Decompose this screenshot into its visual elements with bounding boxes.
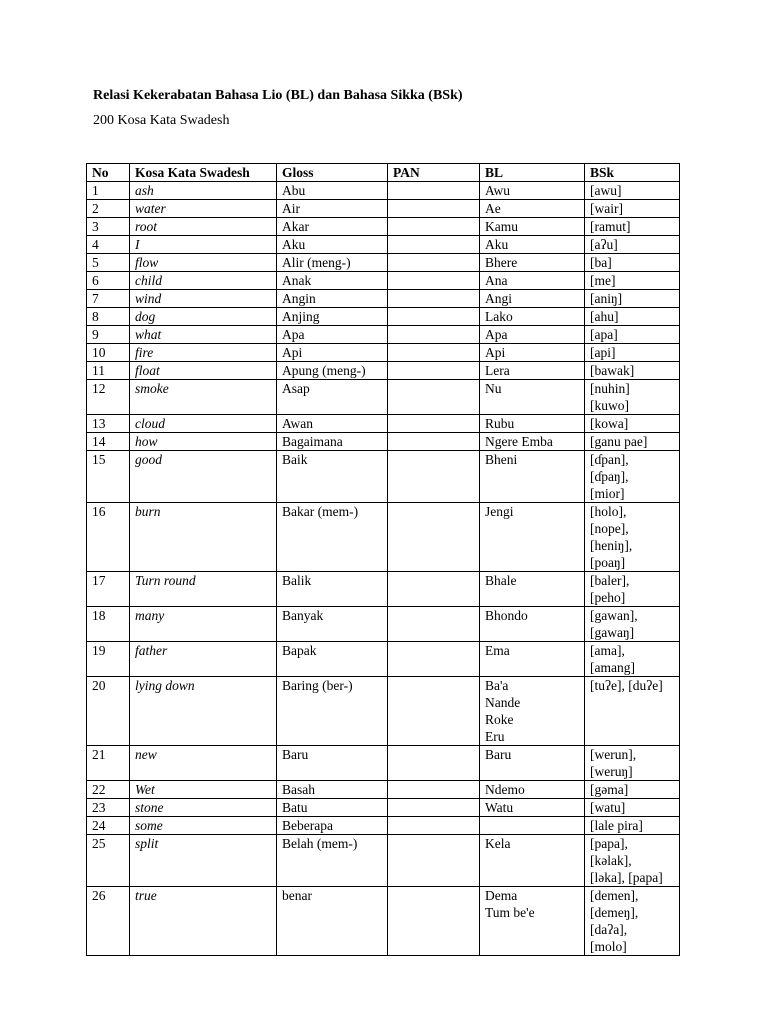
cell-pan: [388, 290, 480, 308]
cell-gloss: Akar: [277, 218, 388, 236]
cell-bl-line: Rubu: [485, 416, 515, 431]
cell-bl-line: Angi: [485, 291, 512, 306]
cell-bsk: [585, 200, 680, 218]
cell-bl-line: Lako: [485, 309, 513, 324]
cell-bl-line: Roke: [485, 712, 514, 727]
cell-no: 8: [87, 308, 130, 326]
cell-gloss: Air: [277, 200, 388, 218]
cell-bsk-line: [me]: [590, 273, 616, 288]
cell-no: 15: [87, 451, 130, 503]
cell-pan: [388, 503, 480, 572]
cell-bsk: [585, 677, 680, 746]
cell-no: 19: [87, 642, 130, 677]
cell-pan: [388, 451, 480, 503]
cell-pan: [388, 272, 480, 290]
cell-bl-line: Api: [485, 345, 506, 360]
cell-no: 25: [87, 835, 130, 887]
cell-bl: [480, 746, 585, 781]
cell-bl-line: Ba'a: [485, 678, 509, 693]
cell-gloss: Alir (meng-): [277, 254, 388, 272]
cell-bl: [480, 677, 585, 746]
cell-no: 17: [87, 572, 130, 607]
cell-pan: [388, 642, 480, 677]
cell-bl: [480, 254, 585, 272]
cell-gloss: Batu: [277, 799, 388, 817]
cell-kosa-kata: good: [130, 451, 277, 503]
cell-bl-line: Jengi: [485, 504, 514, 519]
cell-pan: [388, 746, 480, 781]
cell-kosa-kata: dog: [130, 308, 277, 326]
cell-bl-line: Watu: [485, 800, 514, 815]
cell-no: 5: [87, 254, 130, 272]
cell-bl-line: Bhere: [485, 255, 518, 270]
cell-bl: [480, 326, 585, 344]
cell-bsk: [585, 218, 680, 236]
cell-kosa-kata: Turn round: [130, 572, 277, 607]
cell-bsk-line: [api]: [590, 345, 616, 360]
table-row: [87, 677, 680, 746]
cell-bl: [480, 835, 585, 887]
cell-bsk: [585, 380, 680, 415]
cell-pan: [388, 433, 480, 451]
cell-kosa-kata: smoke: [130, 380, 277, 415]
cell-bsk: [585, 236, 680, 254]
cell-bsk-line: [demen],: [590, 888, 639, 903]
cell-pan: [388, 677, 480, 746]
cell-no: 21: [87, 746, 130, 781]
cell-no: 24: [87, 817, 130, 835]
cell-bl: [480, 290, 585, 308]
cell-bl-line: Lera: [485, 363, 510, 378]
cell-kosa-kata: root: [130, 218, 277, 236]
table-row: [87, 218, 680, 236]
cell-bl-line: Tum be'e: [485, 905, 535, 920]
cell-pan: [388, 362, 480, 380]
cell-bl-line: Kela: [485, 836, 511, 851]
cell-no: 20: [87, 677, 130, 746]
cell-bsk-line: [aniŋ]: [590, 291, 623, 306]
cell-pan: [388, 887, 480, 956]
cell-no: 11: [87, 362, 130, 380]
cell-pan: [388, 380, 480, 415]
cell-pan: [388, 572, 480, 607]
cell-bsk-line: [ləka], [papa]: [590, 870, 663, 885]
cell-bsk-line: [ɗpan],: [590, 452, 629, 467]
cell-bl: [480, 272, 585, 290]
cell-bl: [480, 799, 585, 817]
cell-no: 4: [87, 236, 130, 254]
cell-gloss: Bapak: [277, 642, 388, 677]
cell-no: 2: [87, 200, 130, 218]
table-row: [87, 415, 680, 433]
cell-bl: [480, 308, 585, 326]
cell-bsk: [585, 272, 680, 290]
cell-bl-line: Dema: [485, 888, 518, 903]
cell-gloss: Baring (ber-): [277, 677, 388, 746]
cell-bl: [480, 415, 585, 433]
cell-gloss: Asap: [277, 380, 388, 415]
cell-bsk: [585, 607, 680, 642]
cell-kosa-kata: new: [130, 746, 277, 781]
cell-bsk: [585, 433, 680, 451]
cell-bsk: [585, 451, 680, 503]
cell-bl-line: Ae: [485, 201, 501, 216]
cell-bsk: [585, 746, 680, 781]
table-body: [87, 182, 680, 956]
table-row: [87, 272, 680, 290]
document-title: Relasi Kekerabatan Bahasa Lio (BL) dan Bahasa Sikka (BSk): [93, 88, 463, 103]
cell-bsk-line: [daʔa],: [590, 922, 628, 937]
cell-bsk-line: [nope],: [590, 521, 629, 536]
cell-bl: [480, 887, 585, 956]
cell-bl: [480, 817, 585, 835]
cell-gloss: Anjing: [277, 308, 388, 326]
cell-pan: [388, 607, 480, 642]
cell-no: 22: [87, 781, 130, 799]
cell-pan: [388, 182, 480, 200]
cell-bsk: [585, 887, 680, 956]
header-gloss: Gloss: [277, 164, 388, 182]
cell-kosa-kata: wind: [130, 290, 277, 308]
cell-bl-line: Ngere Emba: [485, 434, 553, 449]
cell-bl: [480, 433, 585, 451]
cell-bl: [480, 362, 585, 380]
cell-pan: [388, 817, 480, 835]
cell-gloss: Baik: [277, 451, 388, 503]
cell-bsk-line: [gawan],: [590, 608, 638, 623]
cell-bsk-line: [wair]: [590, 201, 623, 216]
table-row: [87, 344, 680, 362]
cell-bl: [480, 344, 585, 362]
cell-kosa-kata: burn: [130, 503, 277, 572]
cell-gloss: Apa: [277, 326, 388, 344]
cell-bsk: [585, 642, 680, 677]
cell-kosa-kata: Wet: [130, 781, 277, 799]
table-row: [87, 182, 680, 200]
cell-kosa-kata: how: [130, 433, 277, 451]
cell-kosa-kata: many: [130, 607, 277, 642]
cell-gloss: Abu: [277, 182, 388, 200]
cell-bsk-line: [demeŋ],: [590, 905, 639, 920]
header-bsk: BSk: [585, 164, 680, 182]
cell-no: 9: [87, 326, 130, 344]
cell-bl: [480, 218, 585, 236]
table-row: [87, 290, 680, 308]
cell-gloss: Basah: [277, 781, 388, 799]
cell-bsk-line: [ramut]: [590, 219, 631, 234]
cell-bsk: [585, 326, 680, 344]
cell-kosa-kata: fire: [130, 344, 277, 362]
table-row: [87, 380, 680, 415]
cell-no: 12: [87, 380, 130, 415]
cell-no: 23: [87, 799, 130, 817]
table-row: [87, 308, 680, 326]
cell-bl: [480, 236, 585, 254]
cell-bsk-line: [heniŋ],: [590, 538, 633, 553]
cell-bsk-line: [ganu pae]: [590, 434, 648, 449]
cell-gloss: Awan: [277, 415, 388, 433]
cell-gloss: Aku: [277, 236, 388, 254]
header-no: No: [87, 164, 130, 182]
cell-bsk: [585, 817, 680, 835]
cell-bsk-line: [lale pira]: [590, 818, 643, 833]
cell-bl: [480, 451, 585, 503]
cell-kosa-kata: father: [130, 642, 277, 677]
cell-pan: [388, 236, 480, 254]
table-row: [87, 200, 680, 218]
cell-bsk: [585, 781, 680, 799]
cell-bsk: [585, 290, 680, 308]
cell-gloss: Beberapa: [277, 817, 388, 835]
cell-bsk-line: [mior]: [590, 486, 625, 501]
cell-kosa-kata: what: [130, 326, 277, 344]
cell-bl-line: Apa: [485, 327, 508, 342]
cell-bl: [480, 607, 585, 642]
cell-bsk-line: [nuhin]: [590, 381, 630, 396]
cell-bl-line: Ndemo: [485, 782, 525, 797]
cell-bsk: [585, 415, 680, 433]
table-row: [87, 746, 680, 781]
cell-bsk-line: [gawaŋ]: [590, 625, 635, 640]
cell-gloss: Anak: [277, 272, 388, 290]
cell-bl-line: Bhondo: [485, 608, 528, 623]
cell-gloss: Apung (meng-): [277, 362, 388, 380]
cell-gloss: Angin: [277, 290, 388, 308]
cell-pan: [388, 799, 480, 817]
cell-bsk-line: [tuʔe], [duʔe]: [590, 678, 663, 693]
cell-no: 3: [87, 218, 130, 236]
table-row: [87, 642, 680, 677]
cell-bsk-line: [apa]: [590, 327, 618, 342]
cell-no: 26: [87, 887, 130, 956]
cell-bsk-line: [papa],: [590, 836, 628, 851]
table-header-row: [87, 164, 680, 182]
cell-bsk-line: [ama],: [590, 643, 625, 658]
cell-kosa-kata: some: [130, 817, 277, 835]
cell-bl-line: Ana: [485, 273, 508, 288]
cell-gloss: Bagaimana: [277, 433, 388, 451]
cell-bl-line: Nu: [485, 381, 502, 396]
cell-bl-line: Eru: [485, 729, 505, 744]
cell-no: 6: [87, 272, 130, 290]
swadesh-table: [86, 163, 680, 956]
table-row: [87, 451, 680, 503]
cell-no: 16: [87, 503, 130, 572]
cell-bsk-line: [kowa]: [590, 416, 629, 431]
cell-gloss: Balik: [277, 572, 388, 607]
document-subtitle: 200 Kosa Kata Swadesh: [93, 113, 230, 128]
cell-bl-line: Aku: [485, 237, 509, 252]
cell-pan: [388, 200, 480, 218]
cell-bl-line: Awu: [485, 183, 511, 198]
cell-bsk-line: [molo]: [590, 939, 627, 954]
cell-gloss: Bakar (mem-): [277, 503, 388, 572]
cell-pan: [388, 781, 480, 799]
cell-bl: [480, 380, 585, 415]
cell-gloss: benar: [277, 887, 388, 956]
table-row: [87, 236, 680, 254]
cell-pan: [388, 415, 480, 433]
cell-bl: [480, 200, 585, 218]
cell-bl: [480, 182, 585, 200]
cell-bl-line: Bhale: [485, 573, 517, 588]
cell-kosa-kata: split: [130, 835, 277, 887]
cell-kosa-kata: stone: [130, 799, 277, 817]
cell-pan: [388, 218, 480, 236]
cell-bsk-line: [bawak]: [590, 363, 635, 378]
cell-kosa-kata: lying down: [130, 677, 277, 746]
cell-kosa-kata: flow: [130, 254, 277, 272]
table-row: [87, 572, 680, 607]
cell-bsk: [585, 835, 680, 887]
table-row: [87, 254, 680, 272]
cell-bsk-line: [gəma]: [590, 782, 629, 797]
table-row: [87, 433, 680, 451]
cell-kosa-kata: I: [130, 236, 277, 254]
cell-bsk: [585, 182, 680, 200]
cell-bl: [480, 572, 585, 607]
table-row: [87, 362, 680, 380]
cell-bsk-line: [amang]: [590, 660, 635, 675]
cell-gloss: Api: [277, 344, 388, 362]
cell-bsk-line: [kuwo]: [590, 398, 629, 413]
cell-bsk-line: [baler],: [590, 573, 630, 588]
cell-bsk-line: [watu]: [590, 800, 626, 815]
cell-bsk: [585, 344, 680, 362]
cell-bl: [480, 642, 585, 677]
table-row: [87, 607, 680, 642]
cell-bl-line: Nande: [485, 695, 521, 710]
header-bl: BL: [480, 164, 585, 182]
cell-bsk-line: [ɗpaŋ],: [590, 469, 629, 484]
table-row: [87, 887, 680, 956]
cell-bsk-line: [peho]: [590, 590, 626, 605]
cell-kosa-kata: ash: [130, 182, 277, 200]
table-row: [87, 817, 680, 835]
document-header: [93, 86, 463, 131]
cell-kosa-kata: water: [130, 200, 277, 218]
cell-no: 18: [87, 607, 130, 642]
cell-bsk-line: [weruŋ]: [590, 764, 633, 779]
cell-bsk-line: [holo],: [590, 504, 627, 519]
table-row: [87, 326, 680, 344]
table-row: [87, 781, 680, 799]
cell-bsk: [585, 799, 680, 817]
cell-bl-line: Bheni: [485, 452, 518, 467]
table-row: [87, 835, 680, 887]
cell-bsk: [585, 362, 680, 380]
cell-bl-line: Baru: [485, 747, 512, 762]
cell-bsk-line: [ba]: [590, 255, 612, 270]
cell-gloss: Banyak: [277, 607, 388, 642]
header-pan: PAN: [388, 164, 480, 182]
cell-bsk-line: [ahu]: [590, 309, 619, 324]
cell-bl-line: Ema: [485, 643, 510, 658]
table-row: [87, 799, 680, 817]
cell-no: 7: [87, 290, 130, 308]
cell-no: 13: [87, 415, 130, 433]
table-row: [87, 503, 680, 572]
cell-no: 1: [87, 182, 130, 200]
cell-pan: [388, 254, 480, 272]
cell-bsk-line: [aʔu]: [590, 237, 618, 252]
header-kosa-kata: Kosa Kata Swadesh: [130, 164, 277, 182]
cell-gloss: Belah (mem-): [277, 835, 388, 887]
cell-kosa-kata: true: [130, 887, 277, 956]
cell-kosa-kata: child: [130, 272, 277, 290]
cell-pan: [388, 344, 480, 362]
cell-bsk-line: [werun],: [590, 747, 637, 762]
cell-no: 10: [87, 344, 130, 362]
cell-kosa-kata: float: [130, 362, 277, 380]
cell-bsk: [585, 254, 680, 272]
cell-bsk: [585, 308, 680, 326]
cell-bsk-line: [poaŋ]: [590, 555, 626, 570]
cell-bsk-line: [kəlak],: [590, 853, 632, 868]
cell-bl-line: [485, 817, 584, 834]
cell-bsk: [585, 572, 680, 607]
cell-bsk-line: [awu]: [590, 183, 622, 198]
cell-bl: [480, 503, 585, 572]
cell-pan: [388, 835, 480, 887]
cell-bsk: [585, 503, 680, 572]
cell-gloss: Baru: [277, 746, 388, 781]
cell-pan: [388, 308, 480, 326]
cell-bl: [480, 781, 585, 799]
cell-pan: [388, 326, 480, 344]
cell-bl-line: Kamu: [485, 219, 518, 234]
cell-no: 14: [87, 433, 130, 451]
cell-kosa-kata: cloud: [130, 415, 277, 433]
